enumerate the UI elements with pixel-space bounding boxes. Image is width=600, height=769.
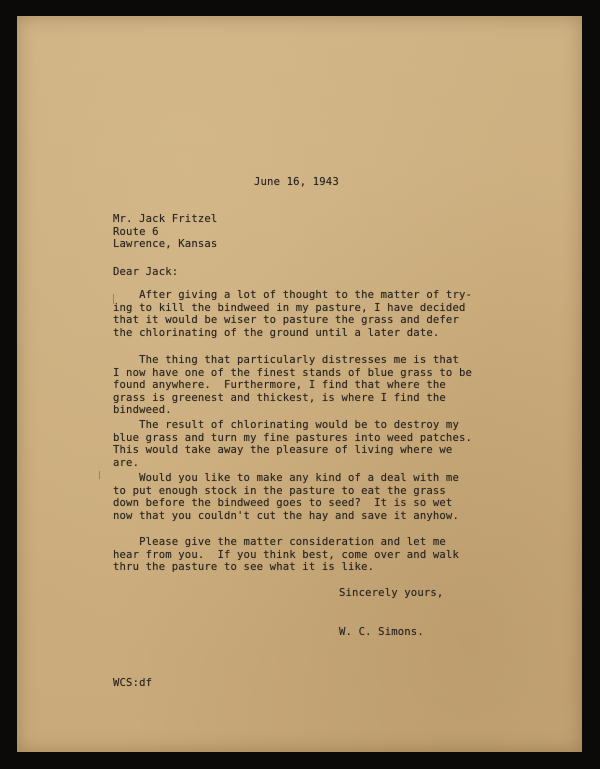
recipient-address <box>113 213 217 251</box>
recipient-address-line-1: Route 6 <box>113 225 159 238</box>
letter-page <box>17 16 582 752</box>
recipient-address-line-2: Lawrence, Kansas <box>113 238 218 250</box>
letter-date: June 16, 1943 <box>254 176 339 188</box>
margin-mark <box>99 471 100 479</box>
body-paragraph-1: After giving a lot of thought to the matter of try- ing to kill the bindweed in my pasture, I have decided that it would be wiser to pasture the grass and defer the chlorinating of the ground until a later date. <box>113 289 473 339</box>
signer-name: W. C. Simons. <box>339 626 424 638</box>
closing: Sincerely yours, <box>339 587 444 599</box>
body-paragraph-4: Would you like to make any kind of a deal with me to put enough stock in the pasture to eat the grass down before the bindweed goes to seed? It is so wet now that you couldn't cut the hay and save it anyhow. <box>113 472 459 522</box>
body-paragraph-3: The result of chlorinating would be to destroy my blue grass and turn my fine pastures into weed patches. This would take away the pleasure of living where we are. <box>113 419 473 469</box>
salutation: Dear Jack: <box>113 266 179 278</box>
body-paragraph-2: The thing that particularly distresses me is that I now have one of the finest stands of blue grass to be found anywhere. Furthermore, I find that where the grass is greenest and thickest, is where I find the bindweed. <box>113 354 473 416</box>
reference-initials: WCS:df <box>113 677 153 689</box>
body-paragraph-5: Please give the matter consideration and let me hear from you. If you think best, come over and walk thru the pasture to see what it is like. <box>113 536 459 573</box>
recipient-name: Mr. Jack Fritzel <box>113 213 218 225</box>
